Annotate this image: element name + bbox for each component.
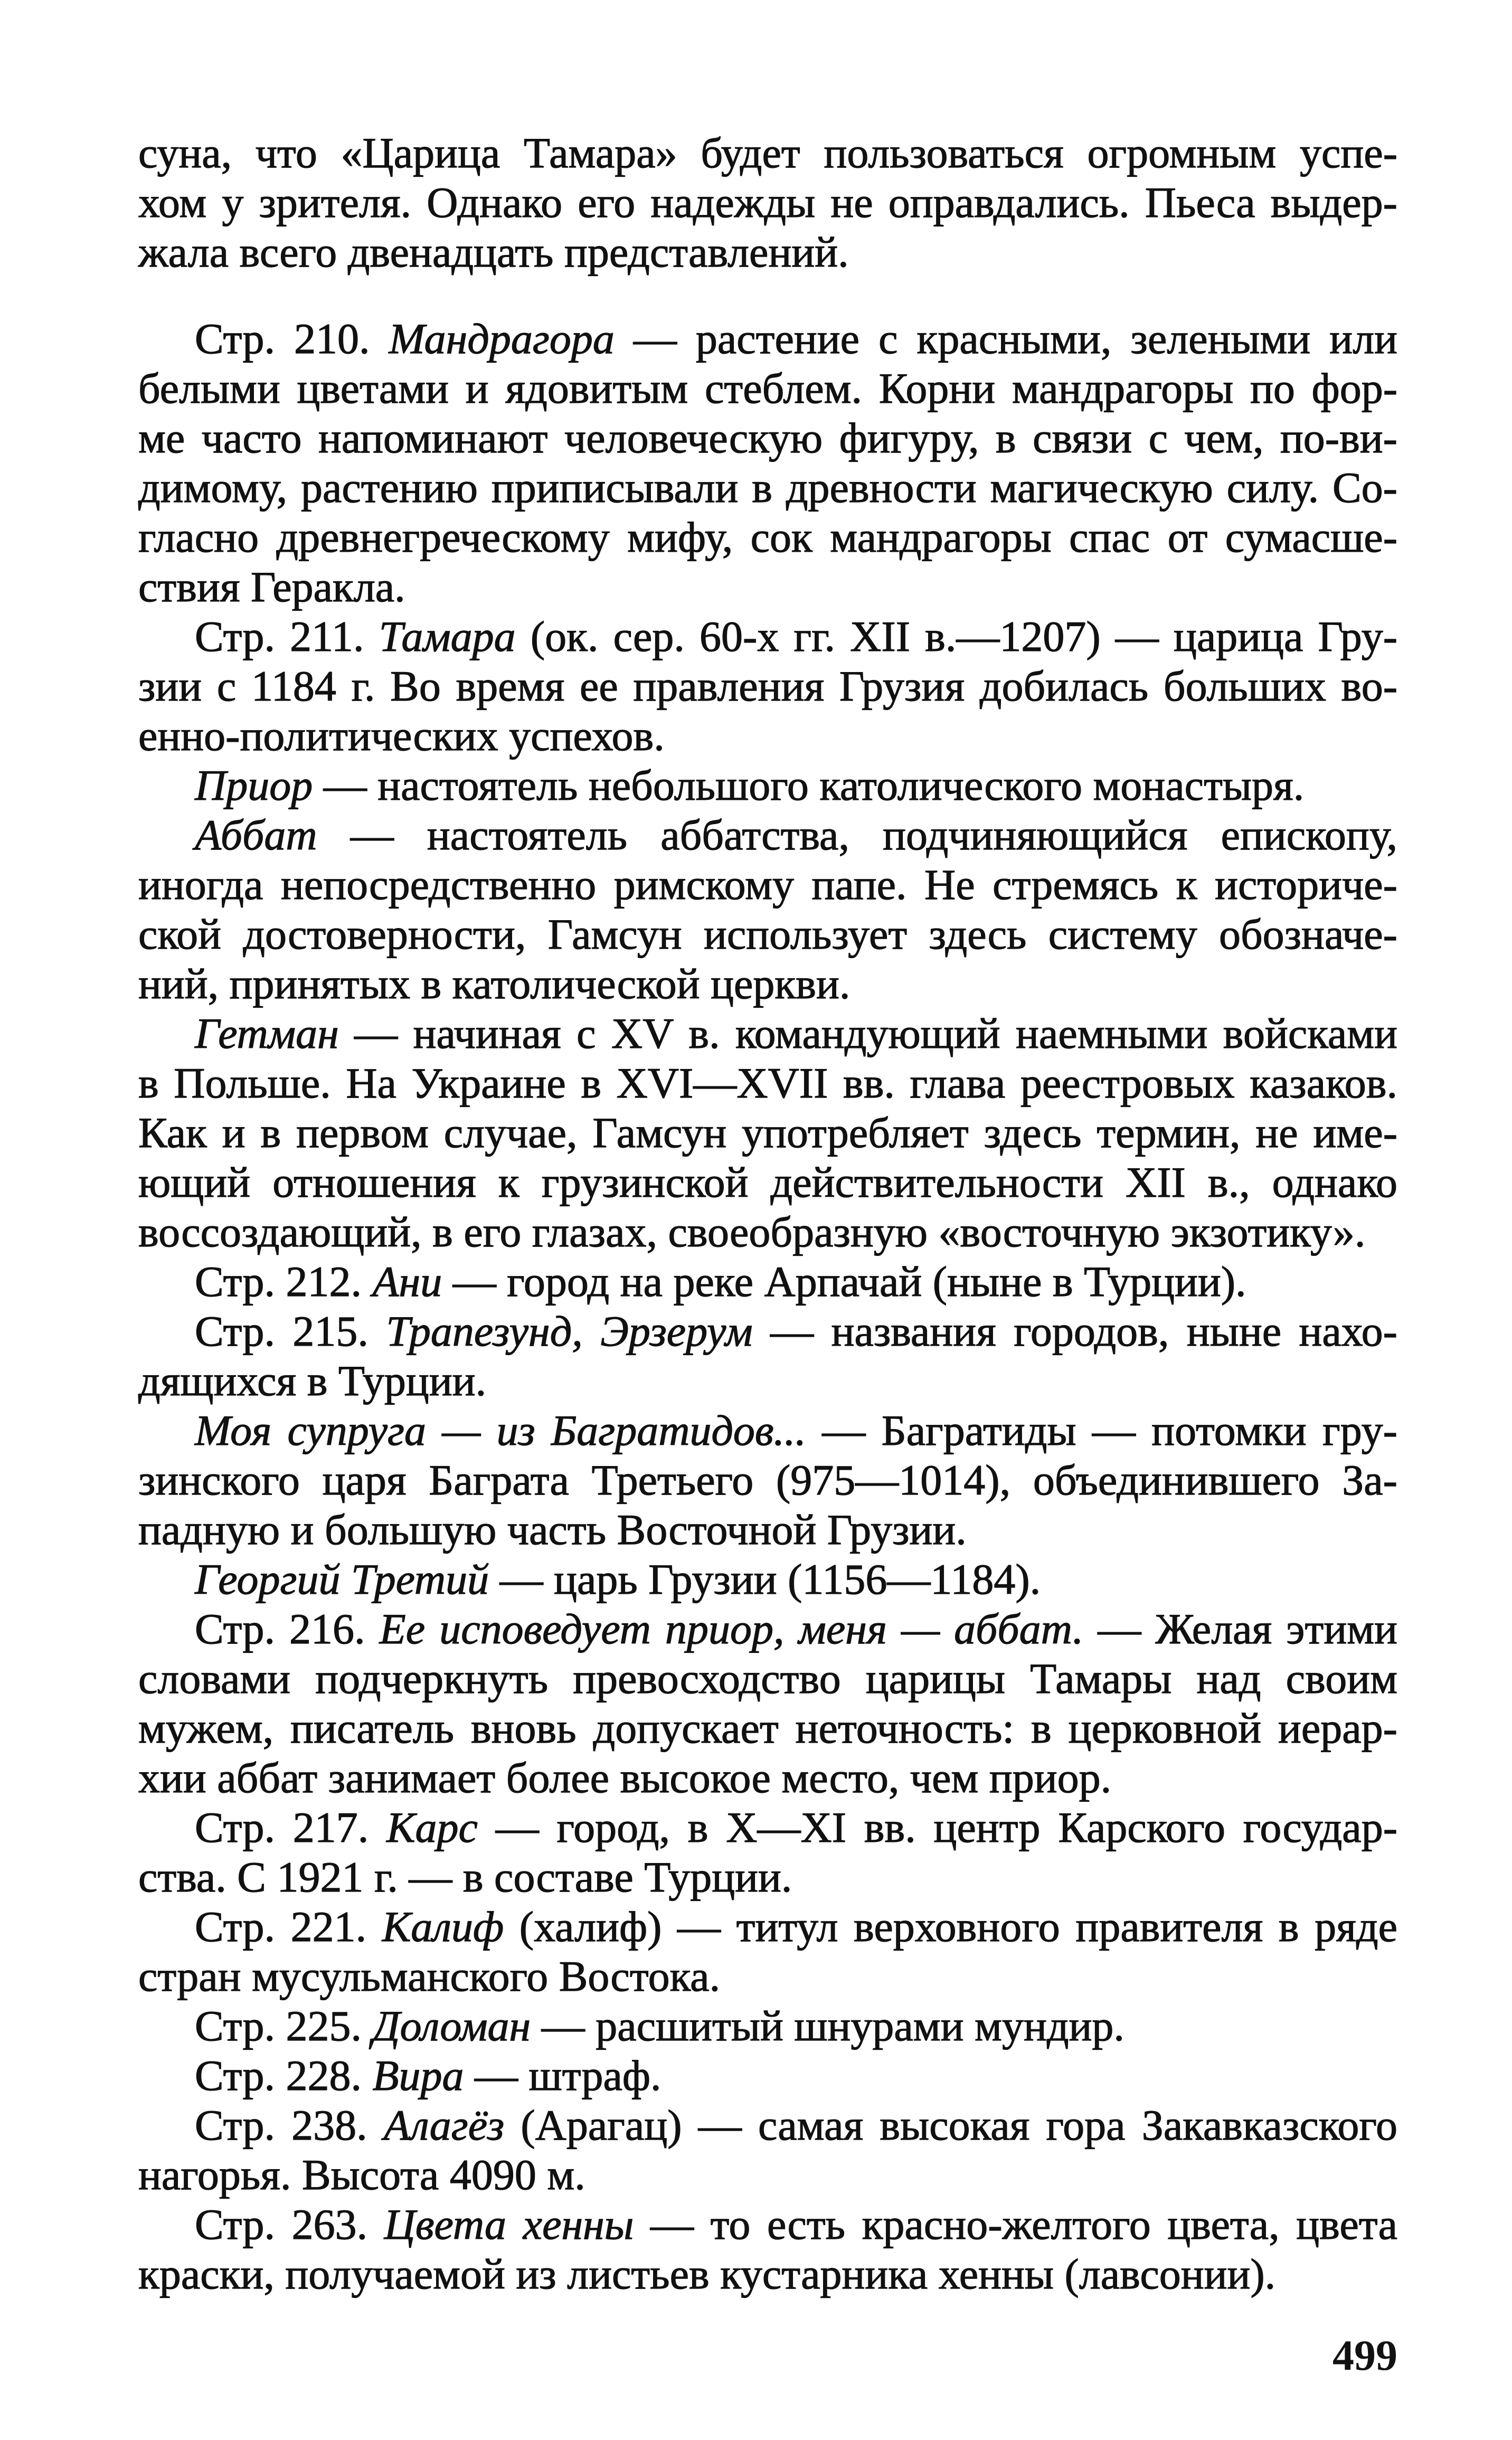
text-line [138, 1356, 1397, 1406]
text-segment: ме часто напоминают человеческую фигуру, в связи с чем, по-ви- [138, 414, 1397, 462]
text-segment: (ок. сер. 60-х гг. XII в.—1207) — царица Гру- [515, 612, 1398, 660]
text-segment: Стр. 238. [195, 2101, 384, 2149]
italic-term: Доломан [372, 2002, 531, 2050]
text-segment: — Желая этими [1083, 1605, 1397, 1653]
text-segment: белыми цветами и ядовитым стеблем. Корни мандрагоры по фор- [138, 364, 1397, 412]
text-segment: хии аббат занимает более высокое место, чем приор. [138, 1754, 1112, 1802]
note-paragraph [138, 1902, 1397, 2001]
text-segment: (халиф) — титул верховного правителя в ряде [504, 1903, 1398, 1951]
text-line [138, 1803, 1397, 1852]
text-line [138, 1455, 1397, 1505]
text-line [138, 2150, 1397, 2200]
text-segment: ющий отношения к грузинской действительности XII в., однако [138, 1158, 1397, 1206]
text-line [138, 1158, 1397, 1207]
note-paragraph [138, 314, 1397, 612]
italic-term: Георгий Третий [195, 1555, 489, 1603]
italic-term: Ани [372, 1257, 442, 1306]
text-line [138, 463, 1397, 513]
text-line [138, 761, 1397, 810]
text-segment: гласно древнегреческому мифу, сок мандрагоры спас от сумасше- [138, 513, 1397, 561]
italic-term: Калиф [382, 1903, 504, 1951]
text-line [138, 128, 1397, 178]
text-line [138, 810, 1397, 860]
text-segment: димому, растению приписывали в древности магическую силу. Со- [138, 464, 1397, 512]
text-line [138, 364, 1397, 413]
text-line [138, 1307, 1397, 1356]
italic-term: Тамара [379, 612, 516, 660]
text-line [138, 1555, 1397, 1604]
text-line [138, 2051, 1397, 2101]
italic-term: Трапезунд, Эрзерум [386, 1307, 753, 1355]
page-number: 499 [1333, 2331, 1397, 2379]
text-segment: нагорья. Высота 4090 м. [138, 2151, 585, 2199]
text-line [138, 562, 1397, 612]
text-segment: жала всего двенадцать представлений. [138, 228, 849, 276]
text-segment: хом у зрителя. Однако его надежды не оправдались. Пьеса выдер- [138, 178, 1397, 226]
text-segment: Стр. 212. [195, 1257, 373, 1306]
italic-term: Алагёз [383, 2101, 505, 2149]
text-line [138, 1704, 1397, 1753]
note-paragraph [138, 2101, 1397, 2200]
text-line [138, 1902, 1397, 1952]
text-segment: — растение с красными, зелеными или [614, 315, 1397, 363]
italic-term: Вира [372, 2051, 464, 2099]
text-segment: (Арагац) — самая высокая гора Закавказского [504, 2101, 1397, 2149]
text-segment: ской достоверности, Гамсун использует здесь систему обозначе- [138, 910, 1397, 958]
text-segment: — штраф. [464, 2051, 662, 2099]
note-paragraph [138, 2200, 1397, 2299]
italic-term: Ее исповедует приор, меня — аббат. [379, 1605, 1084, 1653]
text-line [138, 1952, 1397, 2001]
note-paragraph [138, 1009, 1397, 1257]
text-segment: ний, принятых в католической церкви. [138, 960, 850, 1008]
paragraph-gap [138, 277, 1397, 314]
text-segment: — Багратиды — потомки гру- [806, 1406, 1397, 1454]
italic-term: Карс [386, 1803, 478, 1851]
italic-term: Мандрагора [389, 315, 615, 363]
italic-term: Приор [195, 761, 313, 809]
note-paragraph [138, 1307, 1397, 1406]
text-segment: краски, получаемой из листьев кустарника хенны (лавсонии). [138, 2250, 1276, 2298]
text-segment: зинского царя Баграта Третьего (975—1014), объединившего За- [138, 1456, 1397, 1504]
text-segment: Стр. 215. [195, 1307, 386, 1355]
text-segment: ства. С 1921 г. — в составе Турции. [138, 1853, 792, 1901]
italic-term: Цвета хенны [384, 2200, 634, 2248]
text-line [138, 1604, 1397, 1654]
text-segment: словами подчеркнуть превосходство царицы Тамары над своим [138, 1654, 1397, 1703]
text-segment: — то есть красно-желтого цвета, цвета [634, 2200, 1398, 2248]
text-segment: — настоятель аббатства, подчиняющийся епископу, [317, 811, 1397, 859]
text-segment: енно-политических успехов. [138, 712, 665, 760]
text-segment: падную и большую часть Восточной Грузии. [138, 1506, 967, 1554]
text-line [138, 1207, 1397, 1257]
text-line [138, 711, 1397, 761]
text-segment: Стр. 221. [195, 1903, 382, 1951]
text-line [138, 2249, 1397, 2299]
text-line [138, 1505, 1397, 1555]
italic-term: Гетман [195, 1009, 339, 1057]
text-segment: — город на реке Арпачай (ныне в Турции). [442, 1257, 1246, 1306]
text-line [138, 910, 1397, 959]
text-segment: дящихся в Турции. [138, 1357, 487, 1405]
text-line [138, 1009, 1397, 1058]
note-paragraph [138, 761, 1397, 810]
text-segment: суна, что «Царица Тамара» будет пользоваться огромным успе- [138, 129, 1397, 177]
note-paragraph [138, 1803, 1397, 1902]
text-segment: стран мусульманского Востока. [138, 1952, 721, 2000]
text-segment: Стр. 211. [195, 612, 379, 660]
text-segment: — начиная с XV в. командующий наемными войсками [338, 1009, 1397, 1057]
text-segment: в Польше. На Украине в XVI—XVII вв. глава реестровых казаков. [138, 1059, 1397, 1107]
text-segment: мужем, писатель вновь допускает неточность: в церковной иерар- [138, 1704, 1397, 1752]
text-line [138, 513, 1397, 562]
text-segment: Стр. 210. [195, 315, 389, 363]
italic-term: Аббат [195, 811, 317, 859]
text-line [138, 1058, 1397, 1108]
note-paragraph [138, 128, 1397, 277]
text-line [138, 1753, 1397, 1803]
text-segment: — настоятель небольшого католического монастыря. [313, 761, 1305, 809]
text-segment: Стр. 217. [195, 1803, 387, 1851]
page-body [138, 128, 1397, 2299]
text-line [138, 314, 1397, 364]
text-line [138, 413, 1397, 463]
text-line [138, 2101, 1397, 2150]
text-line [138, 612, 1397, 661]
text-segment: — город, в X—XI вв. центр Карского государ- [477, 1803, 1397, 1851]
text-line [138, 1108, 1397, 1158]
note-paragraph [138, 1555, 1397, 1604]
note-paragraph [138, 1604, 1397, 1803]
text-segment: — царь Грузии (1156—1184). [489, 1555, 1041, 1603]
text-line [138, 1852, 1397, 1902]
text-segment: иногда непосредственно римскому папе. Не стремясь к историче- [138, 860, 1397, 909]
note-paragraph [138, 2051, 1397, 2101]
text-line [138, 2001, 1397, 2051]
text-segment: Стр. 216. [195, 1605, 380, 1653]
text-line [138, 228, 1397, 277]
text-line [138, 959, 1397, 1009]
text-line [138, 661, 1397, 711]
text-line [138, 2200, 1397, 2249]
note-paragraph [138, 1257, 1397, 1307]
text-segment: зии с 1184 г. Во время ее правления Грузия добилась больших во- [138, 662, 1397, 710]
italic-term: Моя супруга — из Багратидов... [195, 1406, 807, 1454]
note-paragraph [138, 2001, 1397, 2051]
text-line [138, 1257, 1397, 1307]
text-segment: ствия Геракла. [138, 563, 405, 611]
text-segment: Стр. 225. [195, 2002, 373, 2050]
text-line [138, 860, 1397, 910]
text-line [138, 178, 1397, 228]
text-segment: — расшитый шнурами мундир. [531, 2002, 1124, 2050]
note-paragraph [138, 612, 1397, 761]
note-paragraph [138, 810, 1397, 1009]
note-paragraph [138, 1406, 1397, 1555]
text-segment: Стр. 228. [195, 2051, 373, 2099]
text-segment: Стр. 263. [195, 2200, 384, 2248]
text-line [138, 1406, 1397, 1455]
text-segment: воссоздающий, в его глазах, своеобразную «восточную экзотику». [138, 1208, 1366, 1256]
text-segment: — названия городов, ныне нахо- [752, 1307, 1397, 1355]
text-segment: Как и в первом случае, Гамсун употребляет здесь термин, не име- [138, 1109, 1397, 1157]
text-line [138, 1654, 1397, 1704]
